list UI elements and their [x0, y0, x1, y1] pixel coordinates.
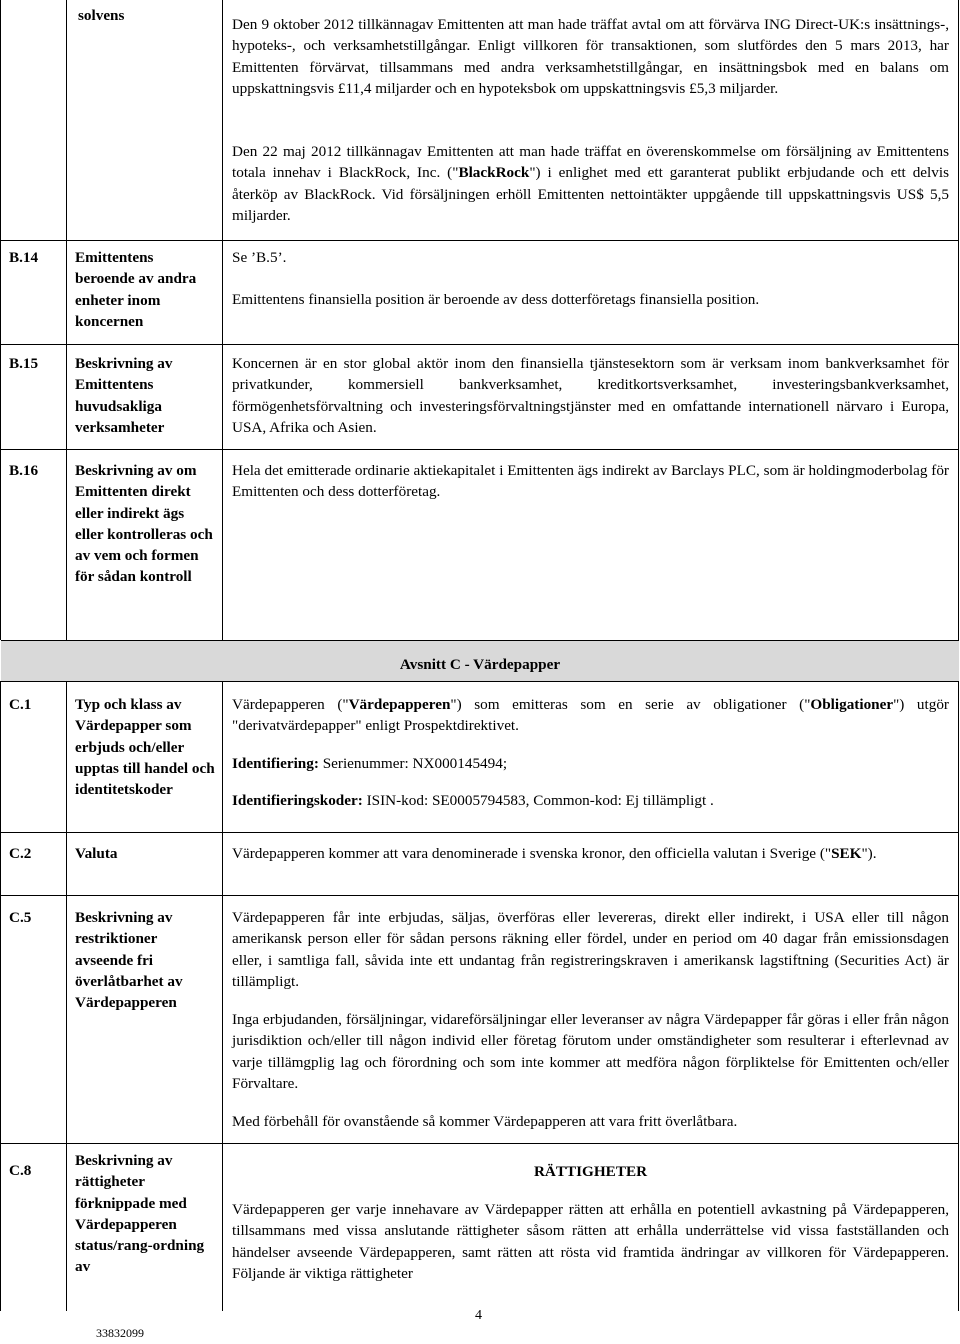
row-divider [0, 895, 959, 896]
b16-content: Hela det emitterade ordinarie aktiekapitalet i Emittenten ägs indirekt av Barclays PLC, som är holdingmoderbolag för Emittenten och dess dotterföretag. [232, 462, 949, 501]
ing-direct-paragraph: Den 9 oktober 2012 tillkännagav Emittenten att man hade träffat avtal om att förvärva ING Direct-UK:s insättnings-, hypoteks-, och verksamhetstillgångar. Enligt villkoren för transaktionen, som slutfördes den 5 mars 2013, har Emittenten förvärvat, tillsammans med andra verksamhetstillgångar, en insättningsbok med en balans om uppskattningsvis £11,4 miljarder och en hypoteksbok om uppskattningsvis £5,3 miljarder. [232, 16, 949, 97]
table-right-border [958, 0, 959, 640]
column-divider-1 [66, 0, 67, 640]
c1-content: Värdepapperen ("Värdepapperen") som emitteras som en serie av obligationer ("Obligationer") utgör "derivatvärdepapper" enligt Prospektdirektivet. Identifiering: Serienummer: NX000145494; Identifieringskoder: ISIN-kod: SE0005794583, Common-kod: Ej tillämpligt . [232, 696, 949, 809]
column-divider-1-lower [66, 681, 67, 1311]
c8-content: Värdepapperen ger varje innehavare av Värdepapper rätten att erhålla en potentiell avkastning på Värdepapperen, tillsammans med vissa anslutande rättigheter såsom rätten att erhålla underrättelse vid vissa fastställanden och händelser avseende Värdepapperen, samt rätten att rösta vid framtida ändringar av villkoren för Värdepapperen. Följande är viktiga rättigheter [232, 1201, 949, 1282]
b14-content [232, 247, 949, 311]
b14-reference: Se ’B.5’. [232, 249, 287, 266]
row-label-c5: Beskrivning av restriktioner avseende fri överlåtbarhet av Värdepapperen [75, 909, 183, 1012]
c2-content: Värdepapperen kommer att vara denominerade i svenska kronor, den officiella valutan i Sverige ("SEK"). [232, 845, 877, 862]
section-c-title: Avsnitt C - Värdepapper [399, 656, 561, 673]
row-divider [0, 449, 959, 450]
row-label-c8: Beskrivning av rättigheter förknippade med Värdepapperen status/rang-ordning av [75, 1152, 205, 1276]
row-number-c2: C.2 [9, 845, 32, 862]
c5-paragraph-3: Med förbehåll för ovanstående så kommer Värdepapperen att vara fritt överlåtbara. [232, 1113, 738, 1131]
table-left-border-lower [0, 681, 1, 1311]
rights-heading: RÄTTIGHETER [533, 1163, 648, 1180]
row-divider [0, 1143, 959, 1144]
table-left-border [0, 0, 1, 640]
row-number-c1: C.1 [9, 696, 32, 713]
column-divider-2-lower [222, 681, 223, 1311]
row-label-c1: Typ och klass av Värdepapper som erbjuds och/eller upptas till handel och identitetskoder [75, 696, 215, 799]
blackrock-paragraph: Den 22 maj 2012 tillkännagav Emittenten att man hade träffat en överenskommelse om försäljning av Emittentens totala innehav i BlackRock, Inc. ("BlackRock") i enlighet med ett garanterat publikt erbjudande och ett delvis återköp av BlackRock. Vid försäljningen erhöll Emittenten nettointäkter uppgående till uppskattningsvis US$ 5,5 miljarder. [232, 143, 949, 224]
row-number-c8: C.8 [9, 1162, 32, 1179]
b15-content: Koncernen är en stor global aktör inom den finansiella tjänstesektorn som är verksam inom bankverksamhet för privatkunder, kommersiell bankverksamhet, kreditkortsverksamhet, investeringsbankverksamhet, förmögenhetsförvaltning och investeringsförvaltningstjänster med en omfattande internationell närvaro i Europa, USA, Afrika och Asien. [232, 355, 949, 436]
table-right-border-lower [958, 681, 959, 1311]
c5-content [232, 907, 949, 1133]
column-divider-2 [222, 0, 223, 640]
row-label-solvens: solvens [78, 7, 125, 24]
b14-statement: Emittentens finansiella position är beroende av dess dotterföretags finansiella position. [232, 291, 760, 309]
row-number-b14: B.14 [9, 249, 39, 266]
section-c-header [1, 640, 959, 682]
page-number: 4 [475, 1308, 482, 1323]
row-label-b15: Beskrivning av Emittentens huvudsakliga verksamheter [75, 355, 173, 436]
row-number-b15: B.15 [9, 355, 39, 372]
c5-paragraph-2: Inga erbjudanden, försäljningar, vidareförsäljningar eller leveranser av några Värdepapper får göras i eller från någon jurisdiktion och/eller till någon individ eller företag förutom under omständigheter som resulterar i efterlevnad av varje tillämgplig lag och förordning och som inte kommer att medföra någon förpliktelse för Emittenten och/eller Förvaltare. [232, 1011, 949, 1093]
c5-paragraph-1: Värdepapperen får inte erbjudas, säljas, överföras eller levereras, direkt eller indirekt, i USA eller till någon amerikansk person eller för sådan persons räkning eller fördel, under en period om 40 dagar från emissionsdagen eller, i samtliga fall, såvida inte ett undantag från registreringskraven i amerikansk lagstiftning (Securities Act) är tillämpligt. [232, 909, 949, 990]
document-id: 33832099 [96, 1326, 144, 1340]
row-label-c2: Valuta [75, 845, 118, 862]
row-label-b16: Beskrivning av om Emittenten direkt eller indirekt ägs eller kontrolleras och av vem och formen för sådan kontroll [75, 462, 213, 586]
row-number-b16: B.16 [9, 462, 39, 479]
row-label-b14: Emittentens beroende av andra enheter inom koncernen [75, 249, 197, 330]
row-divider [0, 832, 959, 833]
row-number-c5: C.5 [9, 909, 32, 926]
row-divider [0, 344, 959, 345]
row-divider [0, 240, 959, 241]
